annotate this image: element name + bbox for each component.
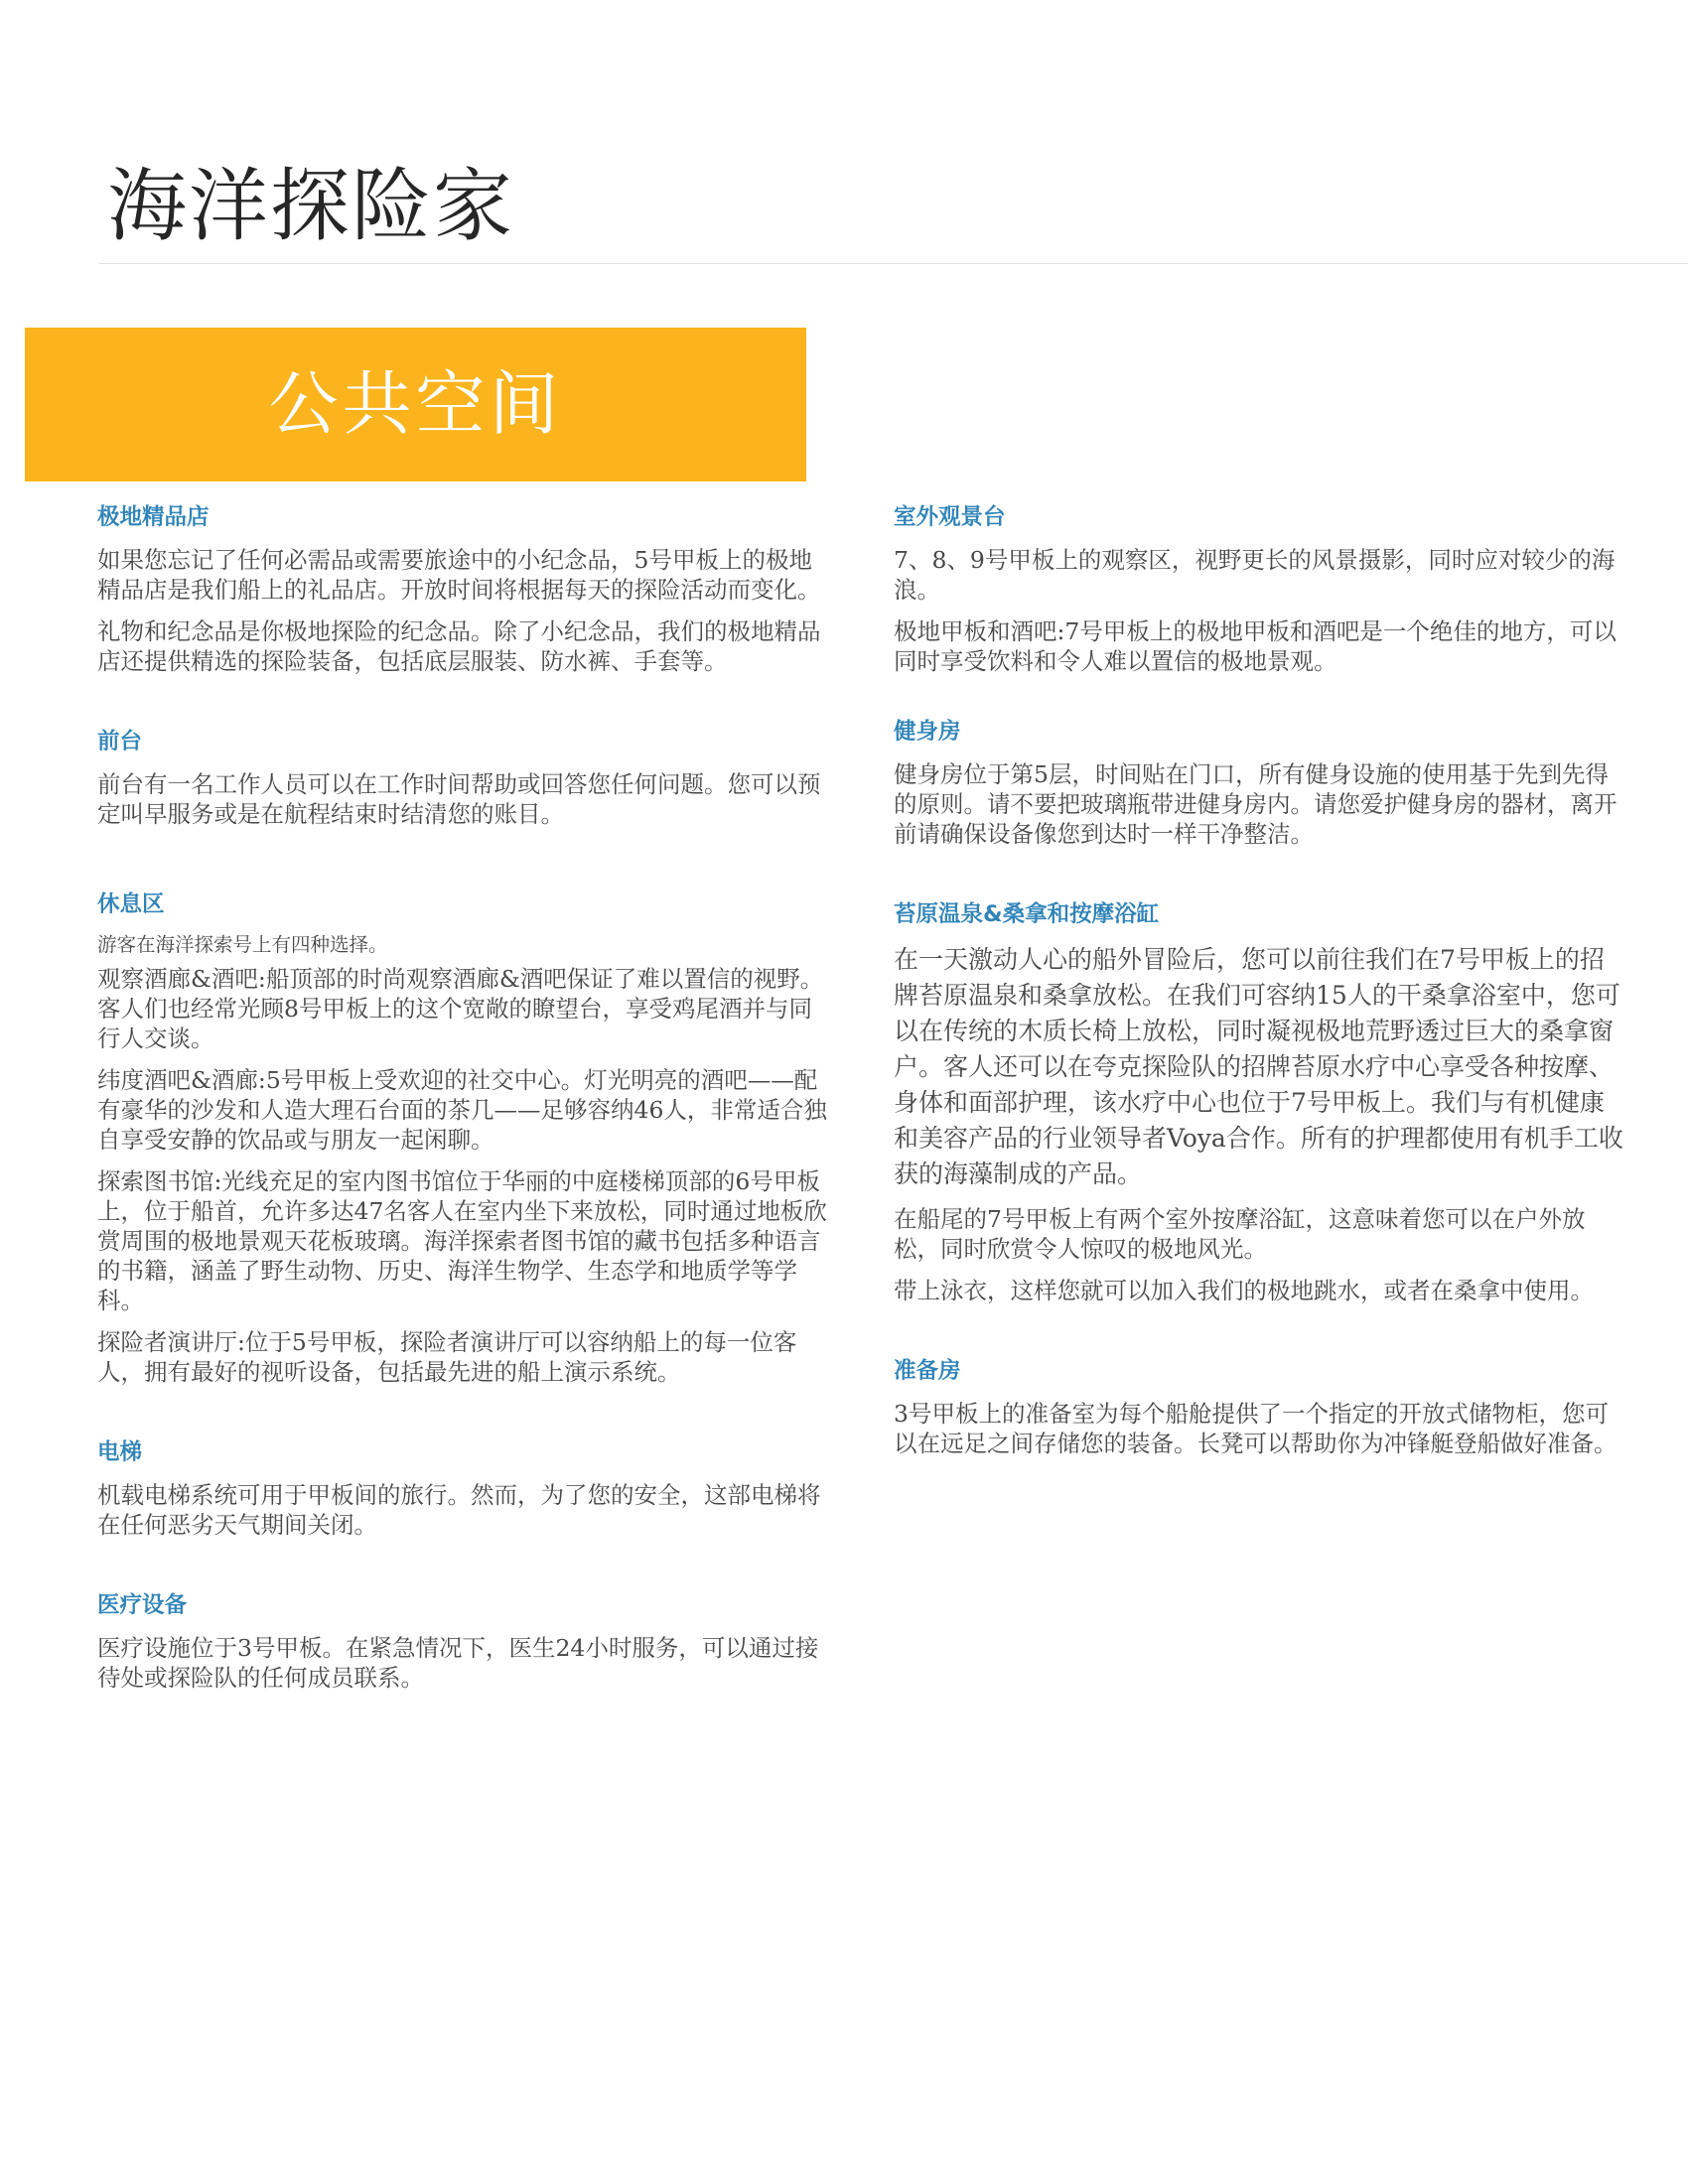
section-paragraph: 7、8、9号甲板上的观察区，视野更长的风景摄影，同时应对较少的海浪。 [894, 546, 1616, 604]
section-paragraph: 在船尾的7号甲板上有两个室外按摩浴缸，这意味着您可以在户外放松，同时欣赏令人惊叹的极地风光。 [894, 1205, 1586, 1263]
section-gym [894, 716, 1628, 849]
section-heading: 休息区 [97, 891, 165, 917]
section-paragraph: 健身房位于第5层，时间贴在门口，所有健身设施的使用基于先到先得的原则。请不要把玻璃瓶带进健身房内。请您爱护健身房的器材，离开前请确保设备像您到达时一样干净整洁。 [894, 760, 1618, 848]
section-heading: 准备房 [894, 1358, 961, 1384]
section-paragraph: 探索图书馆:光线充足的室内图书馆位于华丽的中庭楼梯顶部的6号甲板上，位于船首，允许多达47名客人在室内坐下来放松，同时通过地板欣赏周围的极地景观天花板玻璃。海洋探索者图书馆的藏书包括多种语言的书籍，涵盖了野生动物、历史、海洋生物学、生态学和地质学等学科。 [97, 1167, 827, 1314]
section-banner [25, 328, 806, 481]
section-heading: 健身房 [894, 719, 961, 745]
section-polar-boutique [97, 501, 832, 676]
section-mudroom [894, 1355, 1628, 1458]
right-column [894, 501, 1628, 1470]
section-lounges [97, 888, 832, 1387]
section-observation-decks [894, 501, 1628, 676]
section-heading: 苔原温泉&桑拿和按摩浴缸 [894, 901, 1160, 927]
banner-title: 公共空间 [268, 363, 563, 445]
section-paragraph: 如果您忘记了任何必需品或需要旅途中的小纪念品，5号甲板上的极地精品店是我们船上的礼品店。开放时间将根据每天的探险活动而变化。 [97, 546, 821, 604]
section-paragraph: 3号甲板上的准备室为每个船舱提供了一个指定的开放式储物柜，您可以在远足之间存储您的装备。长凳可以帮助你为冲锋艇登船做好准备。 [894, 1400, 1618, 1457]
section-paragraph: 带上泳衣，这样您就可以加入我们的极地跳水，或者在桑拿中使用。 [894, 1277, 1594, 1304]
section-heading: 极地精品店 [97, 504, 210, 530]
section-paragraph: 纬度酒吧&酒廊:5号甲板上受欢迎的社交中心。灯光明亮的酒吧——配有豪华的沙发和人造大理石台面的茶几——足够容纳46人，非常适合独自享受安静的饮品或与朋友一起闲聊。 [97, 1066, 827, 1154]
title-divider [99, 263, 1688, 264]
section-front-desk [97, 726, 832, 829]
document-title: 海洋探险家 [107, 160, 514, 252]
section-heading: 医疗设备 [97, 1592, 188, 1618]
section-medical [97, 1589, 832, 1693]
section-paragraph: 礼物和纪念品是你极地探险的纪念品。除了小纪念品，我们的极地精品店还提供精选的探险装备，包括底层服装、防水裤、手套等。 [97, 617, 821, 675]
section-spa-sauna [894, 898, 1628, 1305]
section-paragraph: 机载电梯系统可用于甲板间的旅行。然而，为了您的安全，这部电梯将在任何恶劣天气期间关闭。 [97, 1481, 821, 1539]
section-heading: 室外观景台 [894, 504, 1006, 530]
section-paragraph: 在一天激动人心的船外冒险后，您可以前往我们在7号甲板上的招牌苔原温泉和桑拿放松。在我们可容纳15人的干桑拿浴室中，您可以在传统的木质长椅上放松，同时凝视极地荒野透过巨大的桑拿窗户。客人还可以在夸克探险队的招牌苔原水疗中心享受各种按摩、身体和面部护理，该水疗中心也位于7号甲板上。我们与有机健康和美容产品的行业领导者Voya合作。所有的护理都使用有机手工收获的海藻制成的产品。 [894, 945, 1623, 1188]
section-heading: 前台 [97, 729, 143, 754]
section-paragraph: 探险者演讲厅:位于5号甲板，探险者演讲厅可以容纳船上的每一位客人，拥有最好的视听设备，包括最先进的船上演示系统。 [97, 1328, 797, 1386]
left-column [97, 501, 832, 1705]
section-intro: 游客在海洋探索号上有四种选择。 [97, 933, 388, 956]
section-heading: 电梯 [97, 1439, 143, 1465]
section-paragraph: 前台有一名工作人员可以在工作时间帮助或回答您任何问题。您可以预定叫早服务或是在航程结束时结清您的账目。 [97, 770, 821, 828]
section-elevator [97, 1436, 832, 1540]
section-paragraph: 极地甲板和酒吧:7号甲板上的极地甲板和酒吧是一个绝佳的地方，可以同时享受饮料和令人难以置信的极地景观。 [894, 617, 1617, 675]
section-paragraph: 医疗设施位于3号甲板。在紧急情况下，医生24小时服务，可以通过接待处或探险队的任何成员联系。 [97, 1634, 819, 1692]
section-paragraph: 观察酒廊&酒吧:船顶部的时尚观察酒廊&酒吧保证了难以置信的视野。客人们也经常光顾8号甲板上的这个宽敞的瞭望台，享受鸡尾酒并与同行人交谈。 [97, 965, 824, 1052]
